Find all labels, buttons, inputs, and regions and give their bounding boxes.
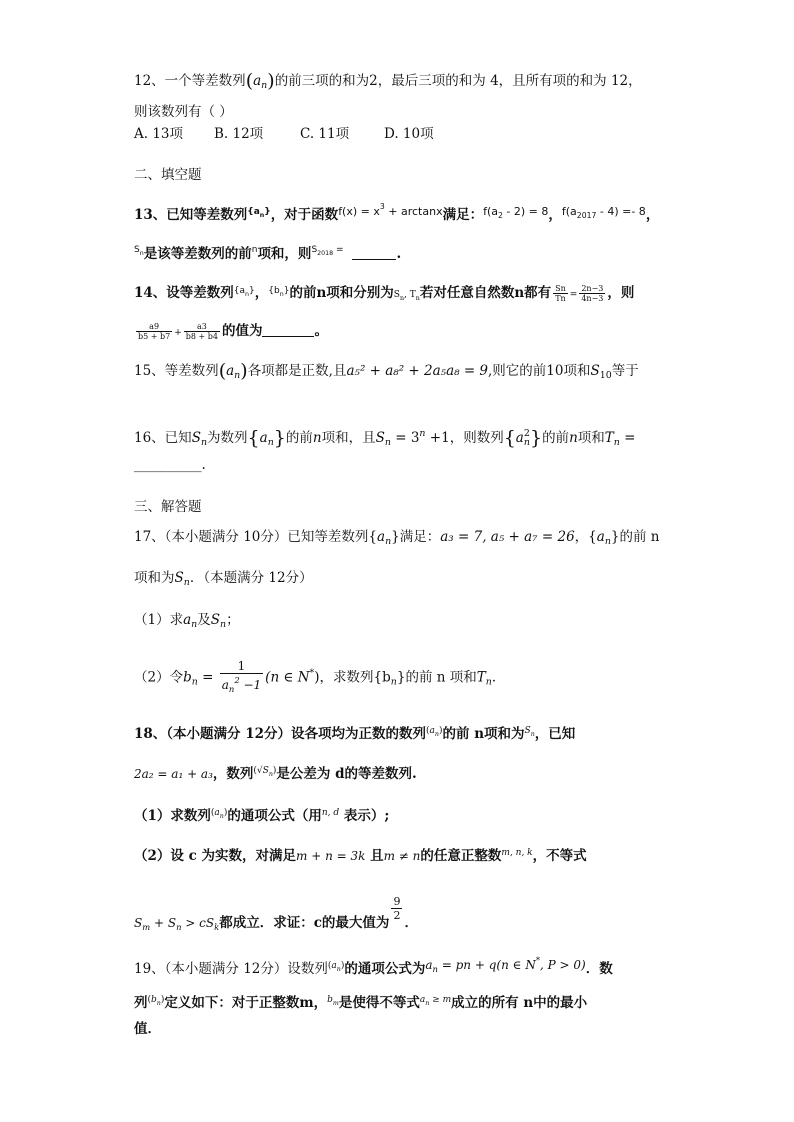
section-title-fill-in: 二、填空题 (134, 167, 202, 183)
q13-answer-blank (352, 247, 396, 260)
option-b: B. 12项 (214, 126, 264, 142)
q19-line1: 19、（本小题满分 12分）设数列$^{(a_n)}$的通项公式为$a_n$ = pn + q(n ∈ N*, P > 0)．数 (134, 955, 613, 977)
q14-line2: $\frac{a9}{b5 + b7}$ + $\frac{a3}{b8 + b4}$ 的值为 。 (138, 322, 328, 341)
q17-line2: 项和为$S_n$．（本题满分 12分） (134, 570, 313, 588)
q12-line1: 12、一个等差数列$(a_n)$的前三项的和为2，最后三项的和为 4，且所有项的和为 12， (134, 70, 642, 92)
q17-line1: 17、（本小题满分 10分）已知等差数列$\{a_n\}$满足：a₃ = 7, a₅ + a₇ = 26，$\{a_n\}$的前 n (134, 529, 660, 547)
q19-line3: 值． (134, 1021, 161, 1037)
q15-line1: 15、等差数列$(a_n)$各项都是正数,且a₅² + a₈² + 2a₅a₈ = 9,则它的前10项和$S_{10}$等于 (134, 360, 639, 382)
q14-answer-blank (262, 324, 314, 337)
q19-line2: 列$^{(b_n)}$定义如下：对于正整数m，$^{b_m}$是使得不等式$^{a_n \ge m}$成立的所有 n中的最小 (134, 995, 588, 1011)
q16-line2: __________. (134, 457, 206, 473)
q16-line1: 16、已知$S_n$为数列$\{a_n\}$的前n项和，且$S_n = 3^n +1$，则数列$\{a^2_n\}$的前n项和$T_n$ = (134, 427, 636, 449)
q18-part3: $S_m + S_n > cS_k$都成立．求证：c的最大值为 $\frac{9}{2}$ ． (134, 895, 418, 932)
q18-line1: 18、（本小题满分 12分）设各项均为正数的数列$^{(a_n)}$的前 n项和为$^{S_n}$，已知 (134, 726, 576, 742)
q18-part2: （2）设 c 为实数，对满足m + n = 3k 且m ≠ n的任意正整数$^{m, n, k}$，不等式 (134, 848, 587, 864)
option-a: A. 13项 (134, 126, 184, 142)
q17-part2: （2）令$b_n$ = $\frac{1}{a_n^2 -1}$ (n ∈ N*)，求数列$\{b_n\}$的前 n 项和$T_n$． (134, 659, 506, 694)
section-title-solutions: 三、解答题 (134, 499, 202, 515)
seq-a: a (253, 73, 262, 89)
q14-line1: 14、设等差数列$^{\{a_n\}}$，$^{\{b_n\}}$的前n项和分别为$S_n$, $T_n$若对任意自然数n都有 $\frac{Sn}{Tn}$ = $\frac{2n-3}{4n-3}$ ，则 (134, 284, 635, 303)
q12-line2: 则该数列有（ ） (134, 104, 233, 120)
q13-line1: 13、已知等差数列$^{\{a_n\}}$，对于函数$^{f(x) = x^3 + arctanx}$满足：$^{f(a_2 - 2) = 8}$，$^{f(a_{2017} - 4) =- 8}$， (134, 202, 660, 223)
option-d: D. 10项 (384, 126, 434, 142)
option-c: C. 11项 (300, 126, 350, 142)
q12-options (134, 124, 434, 144)
q13-line2: $^{S_n}$是该等差数列的前$^n$项和，则$^{S_{2018} =}$ . (134, 245, 402, 262)
q17-part1: （1）求$a_n$及$S_n$； (134, 612, 240, 630)
q18-part1: （1）求数列$^{(a_n)}$的通项公式（用$^{n, d}$ 表示）; (134, 808, 390, 824)
q18-line2: 2a₂ = a₁ + a₃，数列$^{(√S_n)}$是公差为 d的等差数列. (134, 766, 417, 782)
